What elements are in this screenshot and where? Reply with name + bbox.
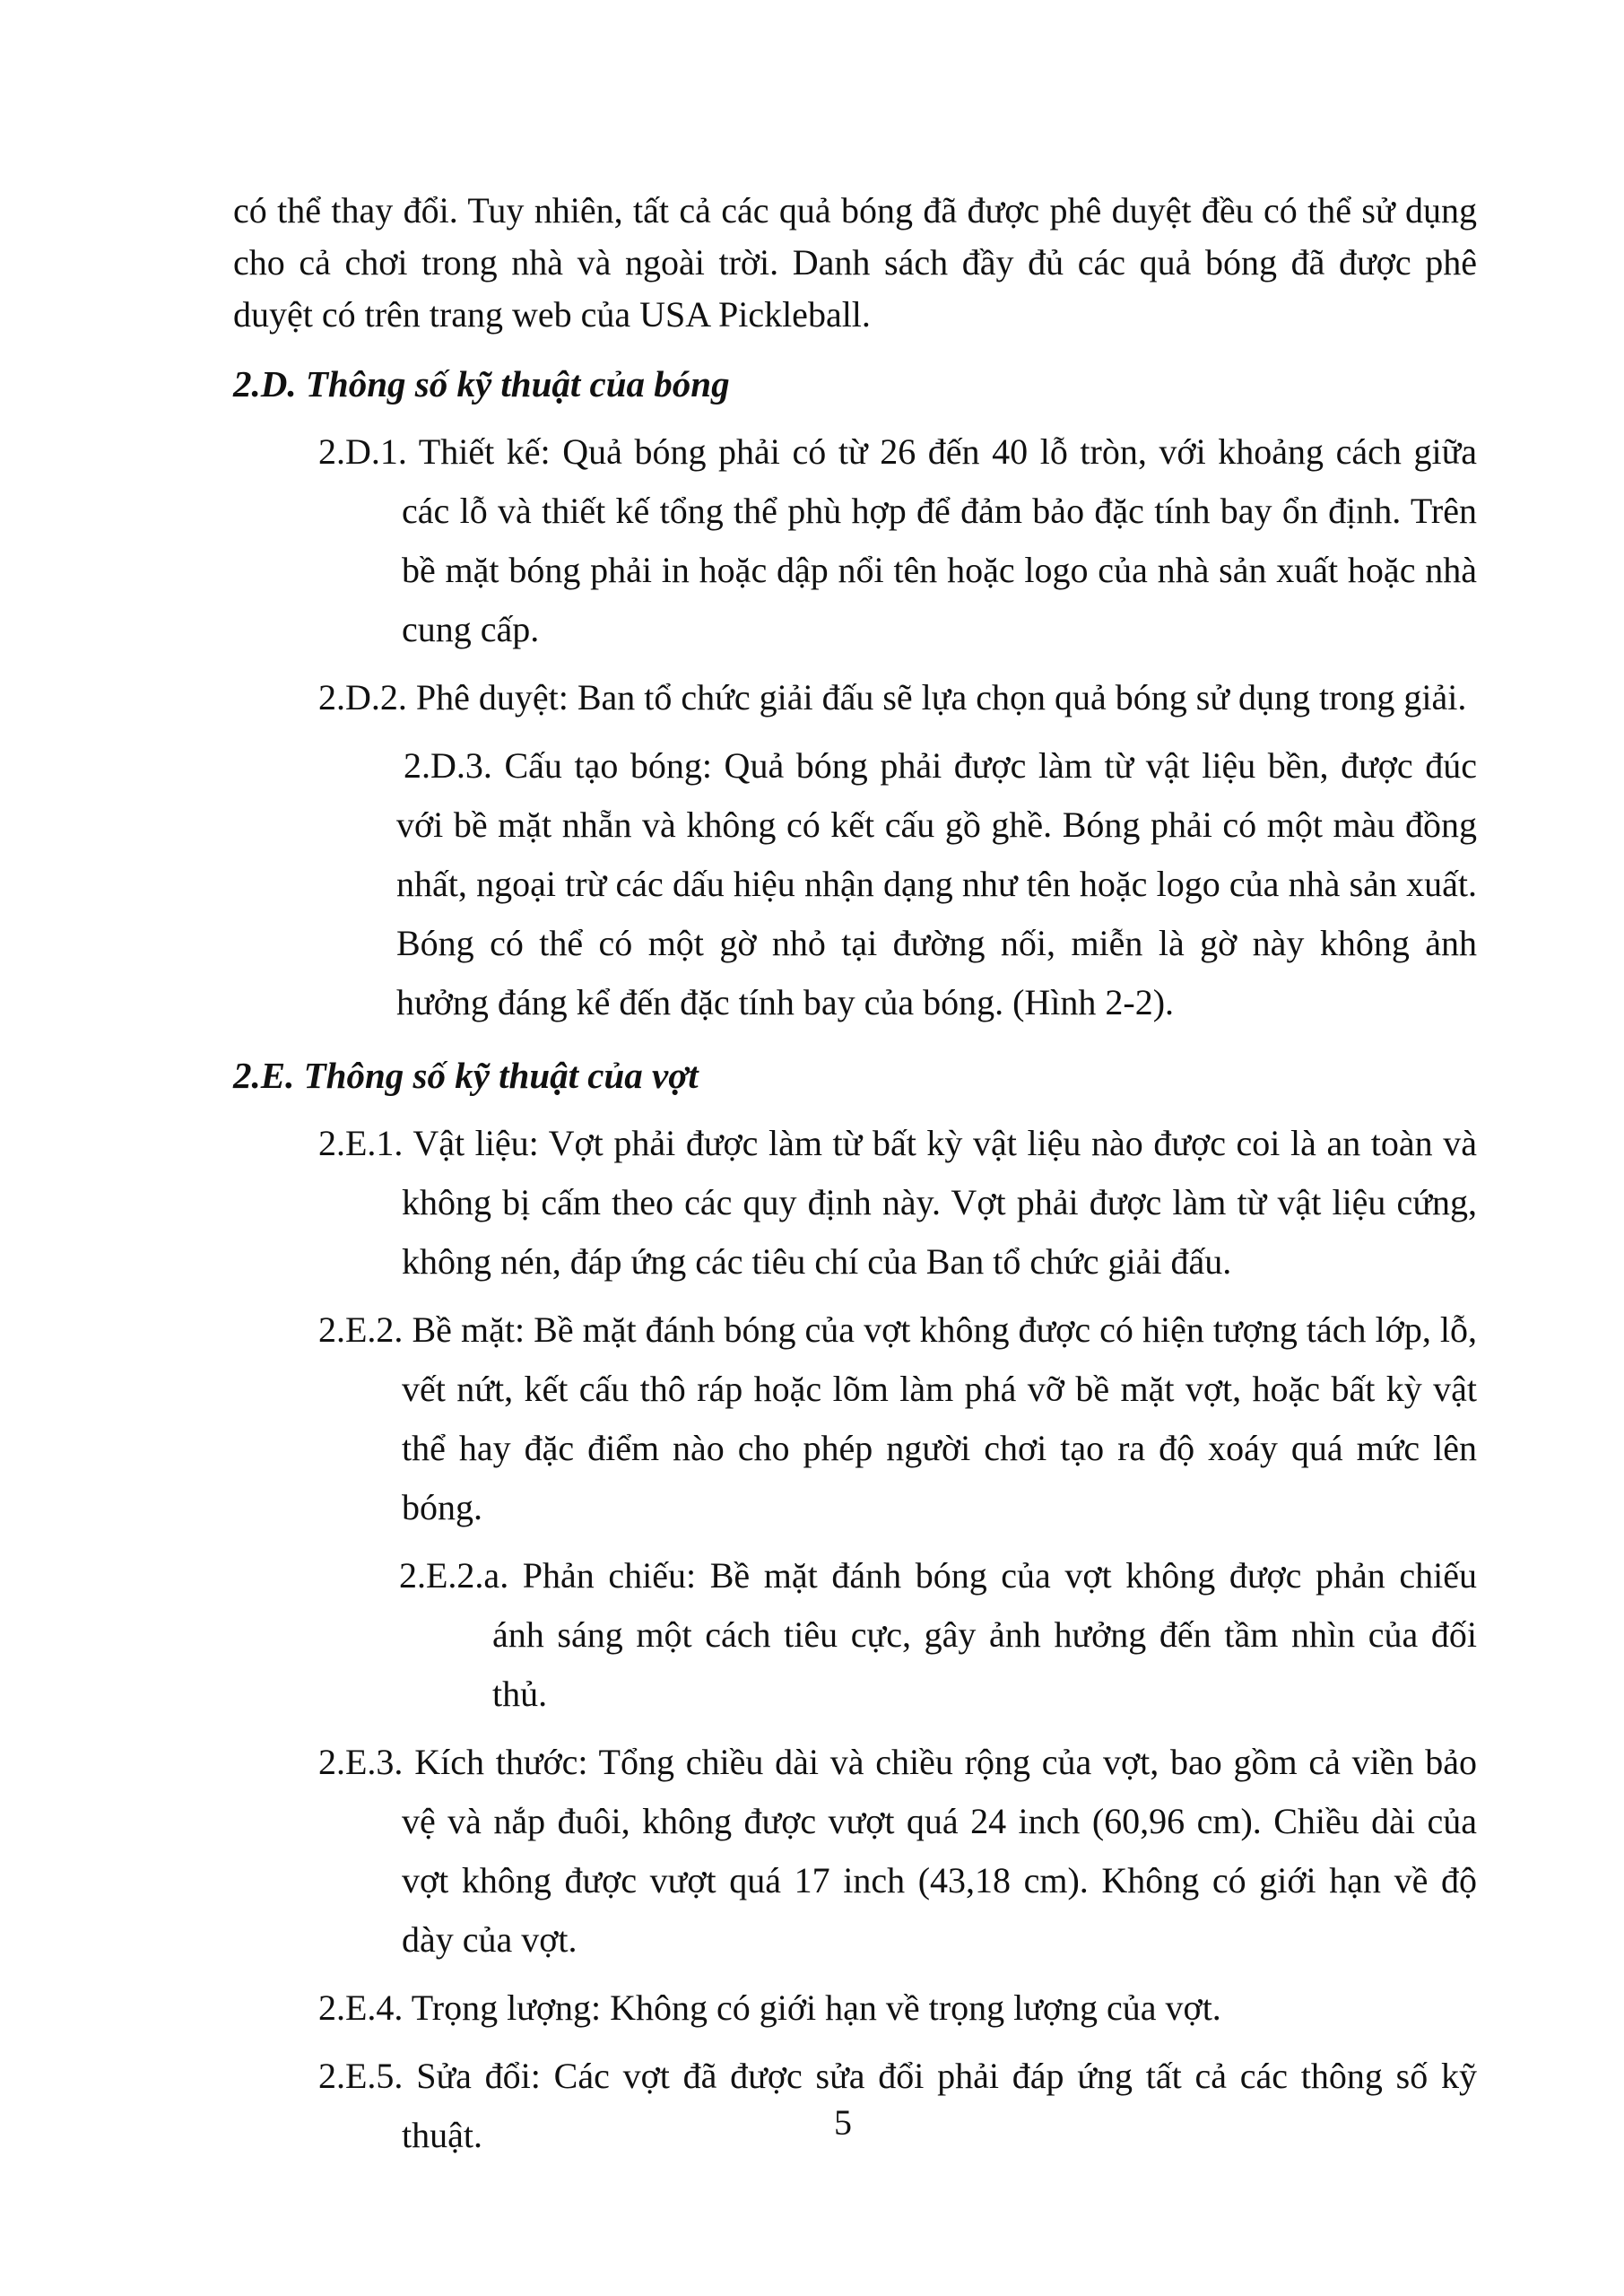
document-body — [233, 185, 1477, 2165]
rule-label: 2.E.1. — [318, 1123, 404, 1163]
rule-item-2e2a — [399, 1546, 1478, 1724]
rule-text: Kích thước: Tổng chiều dài và chiều rộng của vợt, bao gồm cả viền bảo vệ và nắp đuôi, không được vượt quá 24 inch (60,96 cm). Chiều dài của vợt không được vượt quá 17 inch (43,18 cm). Không có giới hạn về độ dày của vợt. — [402, 1742, 1478, 1960]
rule-label: 2.E.3. — [318, 1742, 404, 1782]
rule-label: 2.D.2. — [318, 677, 407, 718]
rule-text: Trọng lượng: Không có giới hạn về trọng lượng của vợt. — [411, 1987, 1221, 2028]
rule-label: 2.D.1. — [318, 431, 407, 472]
rule-text: Thiết kế: Quả bóng phải có từ 26 đến 40 lỗ tròn, với khoảng cách giữa các lỗ và thiết kế tổng thể phù hợp để đảm bảo đặc tính bay ổn định. Trên bề mặt bóng phải in hoặc dập nổi tên hoặc logo của nhà sản xuất hoặc nhà cung cấp. — [402, 431, 1478, 649]
section-heading-paddle-specs: 2.E. Thông số kỹ thuật của vợt — [233, 1055, 699, 1096]
rule-item-2d2 — [318, 668, 1477, 727]
rule-text: Bề mặt: Bề mặt đánh bóng của vợt không được có hiện tượng tách lớp, lỗ, vết nứt, kết cấu thô ráp hoặc lõm làm phá vỡ bề mặt vợt, hoặc bất kỳ vật thể hay đặc điểm nào cho phép người chơi tạo ra độ xoáy quá mức lên bóng. — [402, 1309, 1477, 1527]
rule-label: 2.E.5. — [318, 2056, 404, 2096]
rule-text: Vật liệu: Vợt phải được làm từ bất kỳ vật liệu nào được coi là an toàn và không bị cấm theo các quy định này. Vợt phải được làm từ vật liệu cứng, không nén, đáp ứng các tiêu chí của Ban tổ chức giải đấu. — [402, 1123, 1478, 1282]
page-number: 5 — [834, 2102, 852, 2143]
rule-text: Phê duyệt: Ban tổ chức giải đấu sẽ lựa chọn quả bóng sử dụng trong giải. — [415, 677, 1467, 718]
rule-item-2d1 — [318, 422, 1478, 659]
intro-paragraph: có thể thay đổi. Tuy nhiên, tất cả các quả bóng đã được phê duyệt đều có thể sử dụng cho cả chơi trong nhà và ngoài trời. Danh sách đầy đủ các quả bóng đã được phê duyệt có trên trang web của USA Pickleball. — [233, 190, 1477, 335]
rule-text: Sửa đổi: Các vợt đã được sửa đổi phải đáp ứng tất cả các thông số kỹ thuật. — [402, 2056, 1477, 2155]
rule-item-2e4 — [318, 1979, 1477, 2038]
rule-text: Cấu tạo bóng: Quả bóng phải được làm từ vật liệu bền, được đúc với bề mặt nhẵn và không có kết cấu gồ ghề. Bóng phải có một màu đồng nhất, ngoại trừ các dấu hiệu nhận dạng như tên hoặc logo của nhà sản xuất. Bóng có thể có một gờ nhỏ tại đường nối, miễn là gờ này không ảnh hưởng đáng kể đến đặc tính bay của bóng. (Hình 2-2). — [396, 745, 1477, 1022]
rule-text: Phản chiếu: Bề mặt đánh bóng của vợt không được phản chiếu ánh sáng một cách tiêu cực, gây ảnh hưởng đến tầm nhìn của đối thủ. — [492, 1555, 1478, 1714]
section-heading-ball-specs: 2.D. Thông số kỹ thuật của bóng — [233, 363, 730, 404]
rule-item-2d3 — [396, 736, 1477, 1032]
rule-item-2e3 — [318, 1733, 1478, 1970]
rule-item-2e1 — [318, 1114, 1478, 1292]
rule-label: 2.D.3. — [404, 745, 492, 786]
rule-label: 2.E.2.a. — [399, 1555, 509, 1596]
rule-label: 2.E.2. — [318, 1309, 404, 1350]
rule-item-2e2 — [318, 1300, 1477, 1537]
rule-item-2e5 — [318, 2047, 1477, 2165]
rule-label: 2.E.4. — [318, 1987, 404, 2028]
